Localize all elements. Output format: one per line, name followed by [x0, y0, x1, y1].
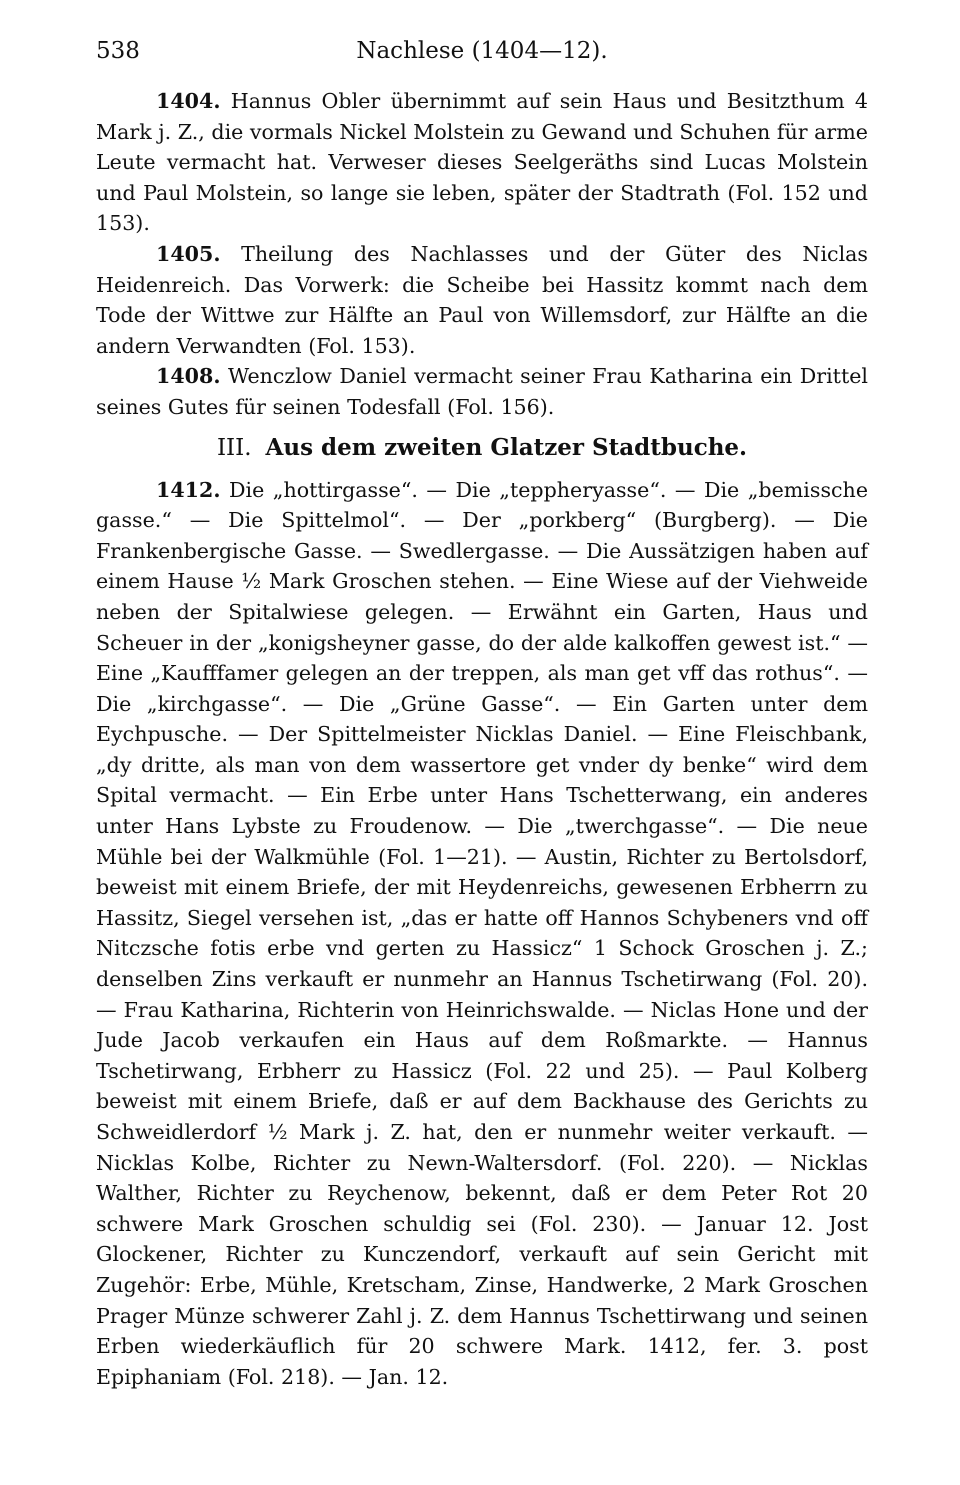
- entry-year: 1404.: [156, 89, 221, 113]
- entry-year: 1412.: [156, 477, 221, 502]
- page-body: [96, 86, 868, 1392]
- section-number: III.: [216, 434, 252, 461]
- entry-text: Wenczlow Daniel vermacht seiner Frau Katharina ein Drittel seines Gutes für seinen Todesfall (Fol. 156).: [96, 364, 869, 419]
- entry-text: Die „hottirgasse“. — Die „teppheryasse“. — Die „bemissche gasse.“ — Die Spittelmol“. — Der „porkberg“ (Burgberg). — Die Frankenbergische Gasse. — Swedlergasse. — Die Aussätzigen haben auf einem Hause ½ Mark Groschen stehen. — Eine Wiese auf der Viehweide neben der Spitalwiese gelegen. — Erwähnt ein Garten, Haus und Scheuer in der „konigsheyner gasse, do der alde kalkoffen gewest ist.“ — Eine „Kaufffamer gelegen an der treppen, als man get vff das rothus“. — Die „kirchgasse“. — Die „Grüne Gasse“. — Ein Garten unter dem Eychpusche. — Der Spittelmeister Nicklas Daniel. — Eine Fleischbank, „dy dritte, als man von dem wassertore get vnder dy benke“ wird dem Spital vermacht. — Ein Erbe unter Hans Tschetterwang, ein anderes unter Hans Lybste zu Froudenow. — Die „twerchgasse“. — Die neue Mühle bei der Walkmühle (Fol. 1—21). — Austin, Richter zu Bertolsdorf, beweist mit einem Briefe, der mit Heydenreichs, gewesenen Erbherrn zu Hassitz, Siegel versehen ist, „das er hatte off Hannos Schybeners vnd off Nitczsche fotis erbe vnd gerten zu Hassicz“ 1 Schock Groschen j. Z.; denselben Zins verkauft er nunmehr an Hannus Tschetirwang (Fol. 20). — Frau Katharina, Richterin von Heinrichswalde. — Niclas Hone und der Jude Jacob verkaufen ein Haus auf dem Roßmarkte. — Hannus Tschetirwang, Erbherr zu Hassicz (Fol. 22 und 25). — Paul Kolberg beweist mit einem Briefe, daß er auf dem Backhause des Gerichts zu Schweidlerdorf ½ Mark j. Z. hat, den er nunmehr weiter verkauft. — Nicklas Kolbe, Richter zu Newn-Waltersdorf. (Fol. 220). — Nicklas Walther, Richter zu Reychenow, bekennt, daß er dem Peter Rot 20 schwere Mark Groschen schuldig sei (Fol. 230). — Januar 12. Jost Glockener, Richter zu Kunczendorf, verkauft auf sein Gericht mit Zugehör: Erbe, Mühle, Kretscham, Zinse, Handwerke, 2 Mark Groschen Prager Münze schwerer Zahl j. Z. dem Hannus Tschettirwang und seinen Erben wiederkäuflich für 20 schwere Mark. 1412, fer. 3. post Epiphaniam (Fol. 218). — Jan. 12.: [96, 477, 869, 1389]
- page-number: 538: [96, 38, 140, 64]
- section-heading: [96, 433, 868, 463]
- entry-text: Theilung des Nachlasses und der Güter des Niclas Heidenreich. Das Vorwerk: die Scheibe bei Hassitz kommt nach dem Tode der Wittwe zur Hälfte an Paul von Willemsdorf, zur Hälfte an die andern Verwandten (Fol. 153).: [96, 241, 869, 358]
- entry-1405: [96, 239, 868, 361]
- section-title: Aus dem zweiten Glatzer Stadtbuche.: [265, 433, 748, 461]
- entry-1408: [96, 361, 868, 422]
- entry-year: 1408.: [156, 364, 221, 389]
- entry-year: 1405.: [156, 241, 221, 266]
- entry-1404: [96, 86, 868, 239]
- entry-1412: [96, 475, 868, 1393]
- page-header: [96, 38, 868, 72]
- running-title: Nachlese (1404—12).: [356, 38, 608, 64]
- entry-text: Hannus Obler übernimmt auf sein Haus und Besitzthum 4 Mark j. Z., die vormals Nickel Molstein zu Gewand und Schuhen für arme Leute vermacht hat. Verweser dieses Seelgeräths sind Lucas Molstein und Paul Molstein, so lange sie leben, später der Stadtrath (Fol. 152 und 153).: [96, 89, 869, 236]
